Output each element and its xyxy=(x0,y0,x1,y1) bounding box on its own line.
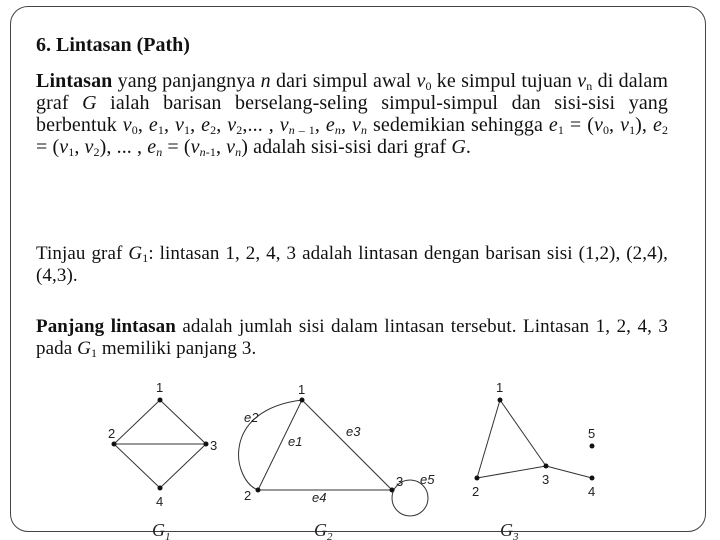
g1-vertex-1 xyxy=(158,398,163,403)
term-lintasan: Lintasan xyxy=(36,70,113,92)
definition-paragraph: Lintasan yang panjangnya n dari simpul awal $v_0$ ke simpul tujuan $v_n$ di dalam graf G ialah barisan berselang-seling simpul-simpul dan sisi-sisi yang berbentuk $v_0$, $e_1$, $v_1$, $e_2$, $v_2$,... , $v_{n - 1}$, $e_n$, $v_n$ sedemikian sehingga $e_1 = (v_0$, $v_1$), $e_2 = (v_1$, $v_2$), ... , $e_n = (v_{n-1}$, $v_n$) adalah sisi-sisi dari graf G. xyxy=(36,70,669,159)
sequence-expression: $v_0$, $e_1$, $v_1$, $e_2$, $v_2$,... , $v_{n - 1}$, $e_n$, $v_n$ xyxy=(122,114,368,137)
g1-label-4: 4 xyxy=(156,494,164,509)
graph-figures xyxy=(0,370,720,540)
term-panjang-lintasan: Panjang lintasan xyxy=(36,316,176,337)
graph-g1 xyxy=(108,380,217,540)
g2-edge-e3: e3 xyxy=(346,424,361,439)
g2-label-1: 1 xyxy=(298,382,306,397)
g3-label-2: 2 xyxy=(472,484,480,499)
g3-vertex-2 xyxy=(475,476,480,481)
g2-vertex-1 xyxy=(300,398,305,403)
g1-vertex-4 xyxy=(158,486,163,491)
example-paragraph: Tinjau graf $G_1$: lintasan 1, 2, 4, 3 adalah lintasan dengan barisan sisi (1,2), (2,4), (4,3). xyxy=(36,243,668,286)
g3-vertex-4 xyxy=(590,476,595,481)
g2-edge-e1: e1 xyxy=(288,434,303,449)
g3-vertex-1 xyxy=(498,398,503,403)
g2-edge-e4: e4 xyxy=(312,490,327,505)
g2-label-2: 2 xyxy=(244,488,252,503)
g3-label-1: 1 xyxy=(496,380,504,395)
slide-title: 6. Lintasan (Path) xyxy=(36,34,190,56)
graph-g3 xyxy=(472,380,595,540)
g3-label-5: 5 xyxy=(588,426,596,441)
g2-vertex-2 xyxy=(256,488,261,493)
g1-label-1: 1 xyxy=(156,380,164,395)
g1-label-3: 3 xyxy=(210,438,218,453)
g1-vertex-2 xyxy=(112,442,117,447)
g1-vertex-3 xyxy=(204,442,209,447)
g3-vertex-3 xyxy=(544,464,549,469)
edge-equations: $e_1 = (v_0$, $v_1$), $e_2 = (v_1$, $v_2$), ... , $e_n = (v_{n-1}$, $v_n$) xyxy=(36,114,669,159)
g1-name: $G_1$ xyxy=(152,520,171,540)
g3-label-3: 3 xyxy=(542,472,550,487)
g3-name: $G_3$ xyxy=(500,520,519,540)
g3-vertex-5 xyxy=(590,444,595,449)
length-paragraph: Panjang lintasan adalah jumlah sisi dalam lintasan tersebut. Lintasan 1, 2, 4, 3 pada $G_1$ memiliki panjang 3. xyxy=(36,316,668,360)
g3-label-4: 4 xyxy=(588,484,596,499)
g2-edge-e5: e5 xyxy=(420,472,435,487)
g2-label-3: 3 xyxy=(396,474,404,489)
g2-vertex-3 xyxy=(390,488,395,493)
g1-label-2: 2 xyxy=(108,426,116,441)
g2-name: $G_2$ xyxy=(314,520,333,540)
g2-edge-e2: e2 xyxy=(244,410,259,425)
graph-g2 xyxy=(239,382,436,540)
